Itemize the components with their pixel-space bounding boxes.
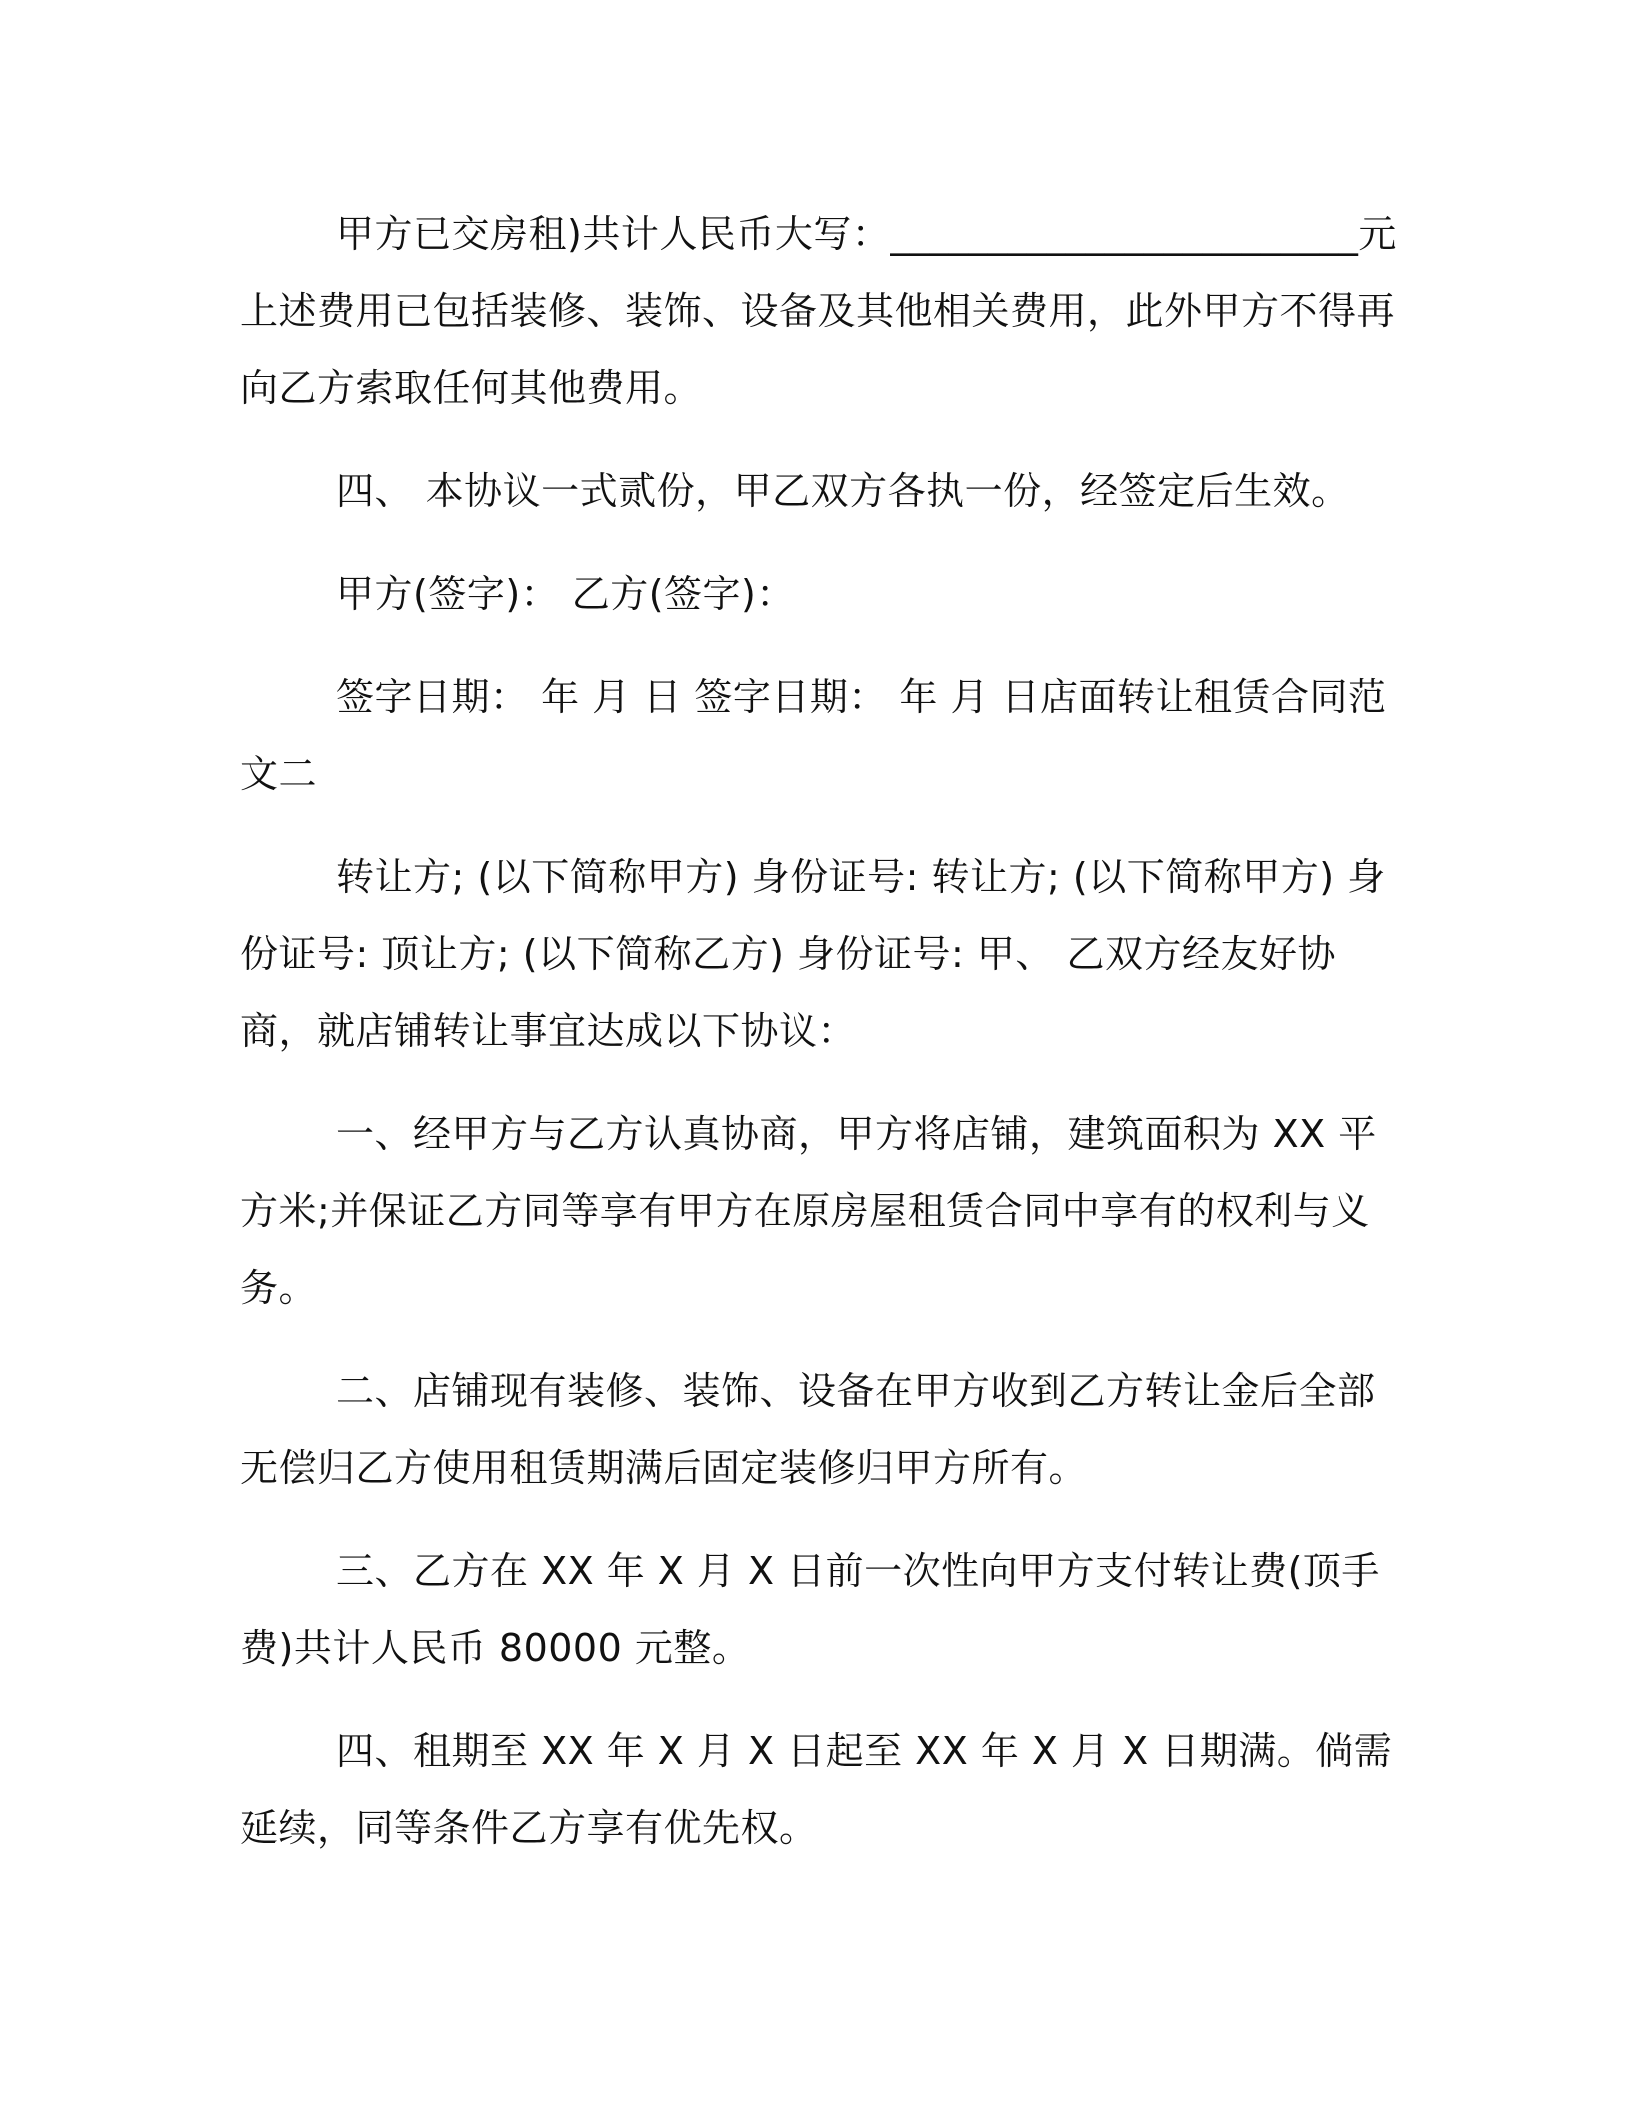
paragraph-signatures: 甲方(签字)： 乙方(签字)： bbox=[336, 572, 795, 616]
paragraph-signing-dates: 签字日期： 年 月 日 签字日期： 年 月 日店面转让租赁合同范文二 bbox=[240, 675, 1387, 796]
document-page bbox=[240, 196, 1400, 1893]
paragraph-rent-paid: 甲方已交房租)共计人民币大写：________________________元上述费用已包括装修、装饰、设备及其他相关费用，此外甲方不得再向乙方索取任何其他费用。 bbox=[240, 212, 1397, 410]
paragraph-parties: 转让方; (以下简称甲方) 身份证号: 转让方; (以下简称甲方) 身份证号: 顶让方; (以下简称乙方) 身份证号: 甲、 乙双方经友好协商，就店铺转让事宜达成以下协议： bbox=[240, 855, 1386, 1053]
paragraph-clause-3: 三、乙方在 XX 年 X 月 X 日前一次性向甲方支付转让费(顶手费)共计人民币 80000 元整。 bbox=[240, 1549, 1380, 1670]
paragraph-clause-1: 一、经甲方与乙方认真协商，甲方将店铺，建筑面积为 XX 平方米;并保证乙方同等享有甲方在原房屋租赁合同中享有的权利与义务。 bbox=[240, 1112, 1377, 1310]
paragraph-clause-2: 二、店铺现有装修、装饰、设备在甲方收到乙方转让金后全部无偿归乙方使用租赁期满后固定装修归甲方所有。 bbox=[240, 1369, 1376, 1490]
paragraph-clause-4: 四、租期至 XX 年 X 月 X 日起至 XX 年 X 月 X 日期满。倘需延续，同等条件乙方享有优先权。 bbox=[240, 1729, 1393, 1850]
paragraph-copies-clause: 四、 本协议一式贰份，甲乙双方各执一份，经签定后生效。 bbox=[336, 469, 1350, 513]
